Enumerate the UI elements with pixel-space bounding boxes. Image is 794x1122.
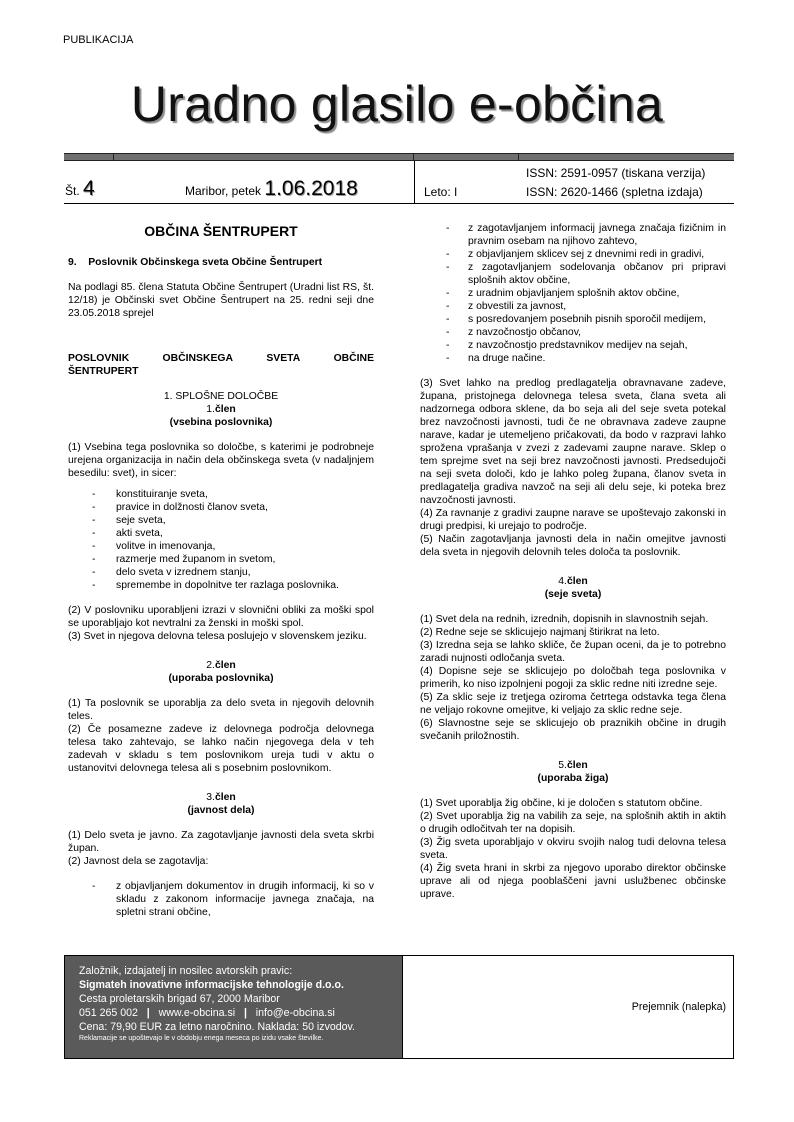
article-2-paragraph-2: (2) Če posamezne zadeve iz delovnega področja delovnega telesa tako zahtevajo, se lahko način njegovega dela v teh zadevah v skladu s tem poslovnikom ureja tudi v aktu o ustanovitvi delovnega telesa ali s posebnim poslovnikom. [68,724,374,774]
list-item: - akti sveta, [68,527,374,540]
article-1-paragraph-3: (3) Svet in njegova delovna telesa poslujejo v slovenskem jeziku. [68,631,367,642]
list-item: - s posredovanjem posebnih pisnih sporočil medijem, [444,313,726,326]
place-date-label: Maribor, petek [185,184,262,198]
footer-box [64,955,734,1059]
masthead-bar [64,153,734,161]
document-title [68,256,374,269]
masthead-title: Uradno glasilo e-občina [130,76,664,132]
rules-heading-line2: ŠENTRUPERT [68,366,139,377]
article-3-paragraph-1: (1) Delo sveta je javno. Za zagotavljanje javnosti dela sveta skrbi župan. [68,830,374,854]
publisher-company: Sigmateh inovativne informacijske tehnologije d.o.o. [79,979,344,991]
complaints-note: Reklamacije se upoštevajo le v obdobju enega meseca po izidu vsake številke. [79,1035,324,1042]
list-item: - z objavljanjem sklicev sej z dnevnimi redi in gradivi, [444,248,726,261]
list-item: - seje sveta, [68,514,374,527]
header-divider [414,161,415,204]
list-item: - na druge načine. [444,352,726,365]
separator: | [243,1007,247,1019]
recipient-label: Prejemnik (nalepka) [631,1001,726,1013]
issue-label: Št. [65,184,80,198]
list-item: - pravice in dolžnosti članov sveta, [68,501,374,514]
publisher-address: Cesta proletarskih brigad 67, 2000 Maribor [79,993,280,1005]
article-3-list-start [68,880,374,919]
publisher-phone: 051 265 002 [79,1007,138,1019]
list-item: - razmerje med županom in svetom, [68,553,374,566]
article-4-paragraph-5: (5) Za sklic seje iz tretjega oziroma četrtega odstavka tega člena ne veljajo rokovne omejitve, ki veljajo za sklic redne seje. [420,692,726,716]
issue-value: 4 [83,177,95,200]
article-3-paragraph-4: (4) Za ravnanje z gradivi zaupne narave se upoštevajo zakonski in drugi predpisi, ki urejajo to področje. [420,508,726,532]
article-3-list-continued [420,222,726,365]
right-column [420,222,726,901]
bar-tick [518,154,519,161]
issue-date [185,177,358,201]
article-4-heading: 4.člen [558,576,588,587]
article-4-paragraph-6: (6) Slavnostne seje se sklicujejo ob praznikih občine in drugih svečanih priložnostih. [420,718,726,742]
intro-paragraph: Na podlagi 85. člena Statuta Občine Šentrupert (Uradni list RS, št. 12/18) je Občinski svet Občine Šentrupert na 25. redni seji dne 23.05.2018 sprejel [68,282,374,319]
article-3-paragraph-2: (2) Javnost dela se zagotavlja: [68,856,209,867]
article-1-paragraph-1: (1) Vsebina tega poslovnika so določbe, s katerimi je podrobneje urejena organizacija in način dela občinskega sveta (v nadaljnjem besedilu: svet), in sicer: [68,442,374,479]
article-1-list [68,488,374,592]
article-5-paragraph-2: (2) Svet uporablja žig na vabilih za seje, na splošnih aktih in aktih o drugih odločitvah ter na dopisih. [420,811,726,835]
article-4-paragraph-1: (1) Svet dela na rednih, izrednih, dopisnih in slavnostnih sejah. [420,614,709,625]
list-item: - konstituiranje sveta, [68,488,374,501]
article-3-heading: 3.člen [206,792,236,803]
article-3-paragraph-5: (5) Način zagotavljanja javnosti dela in način omejitve javnosti dela sveta in njegovih delovnih teles določa ta poslovnik. [420,534,726,558]
list-item: - z zagotavljanjem informacij javnega značaja fizičnim in pravnim osebam na njihovo zahtevo, [444,222,726,248]
article-2-subtitle: (uporaba poslovnika) [168,673,274,684]
article-4-paragraph-4: (4) Dopisne seje se sklicujejo po določbah tega poslovnika v primerih, ko niso izpolnjeni pogoji za sklic redne niti izredne seje. [420,666,726,690]
article-5-paragraph-1: (1) Svet uporablja žig občine, ki je določen s statutom občine. [420,798,703,809]
list-item: - z obvestili za javnost, [444,300,726,313]
article-1-subtitle: (vsebina poslovnika) [169,417,273,428]
rules-heading: POSLOVNIK OBČINSKEGA SVETA OBČINE [68,353,374,364]
publisher-email[interactable]: info@e-obcina.si [255,1007,335,1019]
issn-online: ISSN: 2620-1466 (spletna izdaja) [526,185,703,199]
article-2-paragraph-1: (1) Ta poslovnik se uporablja za delo sveta in njegovih delovnih teles. [68,698,374,722]
list-item: - delo sveta v izrednem stanju, [68,566,374,579]
list-item: - z objavljanjem dokumentov in drugih informacij, ki so v skladu z zakonom informacije javnega značaja, na spletni strani občine, [68,880,374,919]
publisher-label: Založnik, izdajatelj in nosilec avtorskih pravic: [79,965,293,977]
article-5-heading: 5.člen [558,760,588,771]
article-2-heading: 2.člen [206,660,236,671]
recipient-box [402,956,734,1058]
article-1-paragraph-2: (2) V poslovniku uporabljeni izrazi v slovnični obliki za moški spol se uporabljajo kot nevtralni za ženski in moški spol. [68,605,374,629]
article-1-heading: 1.člen [206,404,236,415]
list-item: - z zagotavljanjem sodelovanja občanov pri pripravi splošnih aktov občine, [444,261,726,287]
document-title-text: Poslovnik Občinskega sveta Občine Šentrupert [88,257,323,268]
article-3-paragraph-3: (3) Svet lahko na predlog predlagatelja obravnavane zadeve, župana, pristojnega delovnega telesa sveta, člana sveta ali nadzornega odbora sklene, da bo seja ali del seje sveta potekal brez navzočnosti javnosti, tudi če ne obravnava zadeve zaupne narave, kadar je utemeljeno pričakovati, da bodo v razpravi lahko sprožena vprašanja v zvezi z zadevami zaupne narave. Sklep o tem sprejme svet na seji brez navzočnosti javnosti. Predsedujoči na seji sveta določi, kdo je lahko poleg župana, članov sveta in predlagatelja gradiva navzoč na seji ali delu seje, ki poteka brez navzočnosti javnosti. [420,378,726,506]
header-rule [64,203,734,204]
bar-tick [113,154,114,161]
section-1-heading: 1. SPLOŠNE DOLOČBE [163,391,279,402]
list-item: - spremembe in dopolnitve ter razlaga poslovnika. [68,579,374,592]
publisher-contacts [79,1006,402,1020]
list-item: - z navzočnostjo občanov, [444,326,726,339]
price-info: Cena: 79,90 EUR za letno naročnino. Naklada: 50 izvodov. [79,1021,355,1033]
municipality-heading: OBČINA ŠENTRUPERT [144,223,298,239]
list-item: - z uradnim objavljanjem splošnih aktov občine, [444,287,726,300]
date-value: 1.06.2018 [264,177,358,200]
list-item: - volitve in imenovanja, [68,540,374,553]
document-number: 9. [68,257,77,268]
issn-print: ISSN: 2591-0957 (tiskana verzija) [526,166,706,180]
publisher-info [65,956,402,1058]
article-5-paragraph-3: (3) Žig sveta uporabljajo v okviru svojih nalog tudi delovna telesa sveta. [420,837,726,861]
bar-tick [413,154,414,161]
article-5-subtitle: (uporaba žiga) [537,773,609,784]
article-4-paragraph-3: (3) Izredna seja se lahko skliče, če župan oceni, da je to potrebno zaradi nujnosti odločanja sveta. [420,640,726,664]
article-5-paragraph-4: (4) Žig sveta hrani in skrbi za njegovo uporabo direktor občinske uprave ali od njega pooblaščeni javni uslužbenec občinske uprave. [420,863,726,900]
publication-label: PUBLIKACIJA [63,34,134,46]
left-column [68,222,374,919]
list-item: - z navzočnostjo predstavnikov medijev na sejah, [444,339,726,352]
article-3-subtitle: (javnost dela) [187,805,255,816]
separator: | [146,1007,150,1019]
issue-number [65,177,95,201]
article-4-subtitle: (seje sveta) [544,589,602,600]
publisher-website[interactable]: www.e-obcina.si [158,1007,236,1019]
year-label: Leto: I [424,185,458,199]
article-4-paragraph-2: (2) Redne seje se sklicujejo najmanj štirikrat na leto. [420,627,660,638]
